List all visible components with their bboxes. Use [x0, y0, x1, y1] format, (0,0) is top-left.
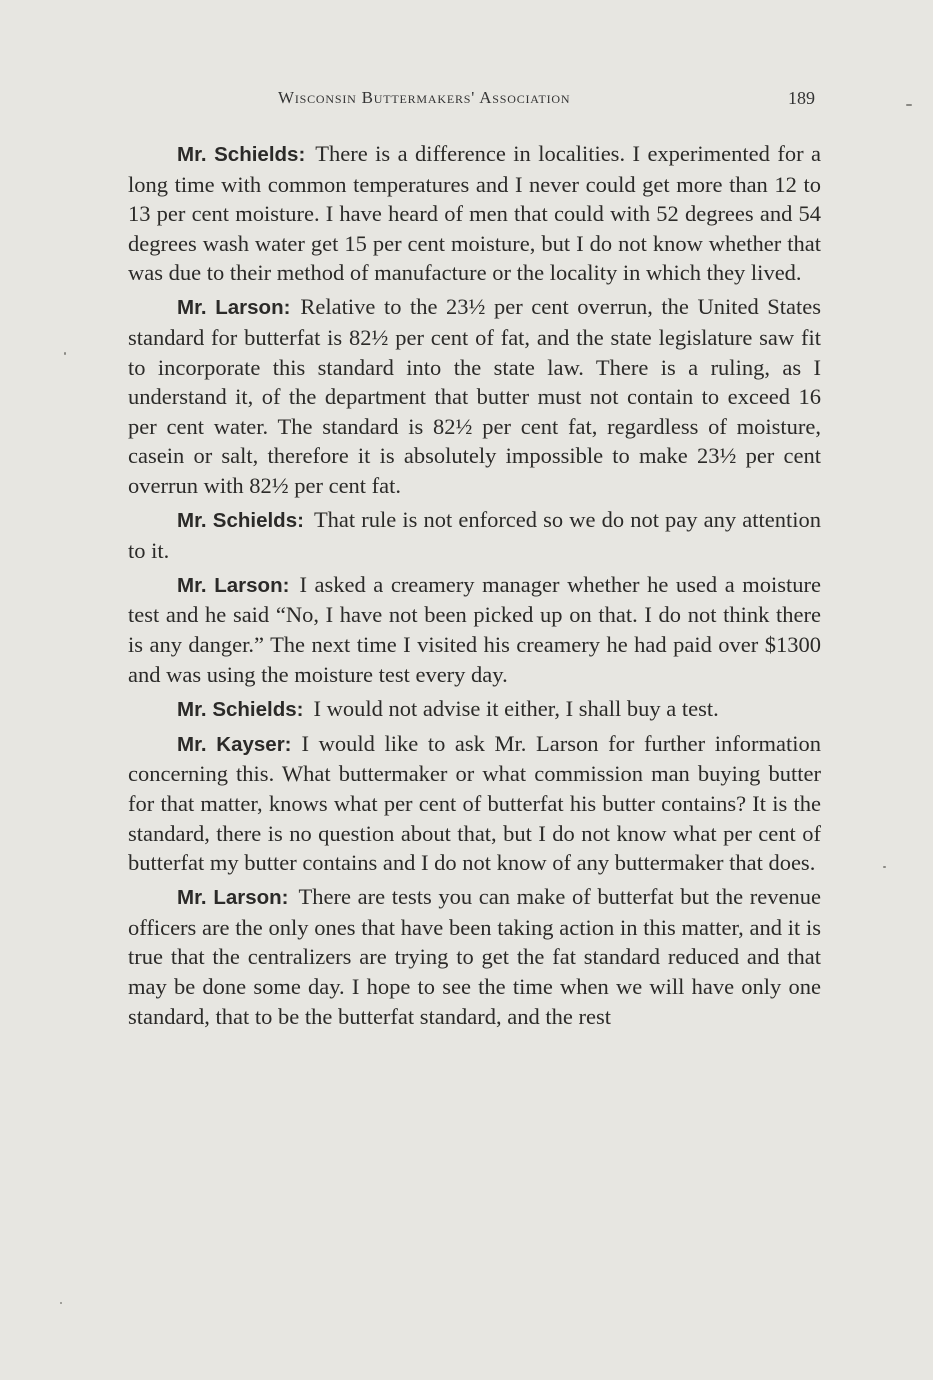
paragraph-text: There is a difference in localities. I experimented for a long time with common temperatures and I never could get more than 12 to 13 per cent moisture. I have heard of men that could with 52 degrees and 54 degrees wash water get 15 per cent moisture, but I do not know whether that was due to their method of manufacture or the locality in which they lived. — [128, 141, 821, 286]
speaker-name: Mr. Schields: — [177, 143, 306, 166]
speaker-name: Mr. Schields: — [177, 509, 304, 533]
page-number: 189 — [788, 88, 815, 108]
paragraph — [128, 292, 821, 500]
running-title: Wisconsin Buttermakers' Association — [278, 88, 571, 107]
paper-speck — [64, 352, 66, 355]
paragraph — [128, 729, 821, 878]
speaker-name: Mr. Schields: — [177, 697, 304, 721]
page-body — [128, 139, 821, 1036]
paragraph — [128, 570, 821, 689]
paper-speck — [883, 866, 886, 868]
paragraph — [128, 882, 821, 1031]
speaker-name: Mr. Larson: — [177, 886, 289, 910]
paragraph-text: I asked a creamery manager whether he used a moisture test and he said “No, I have not been picked up on that. I do not think there is any danger.” The next time I visited his creamery he had paid over $1300 and was using the moisture test every day. — [128, 571, 822, 687]
paragraph-text: There are tests you can make of butterfat but the revenue officers are the only ones that have been taking action in this matter, and it is true that the centralizers are trying to get the fat standard reduced and that may be done some day. I hope to see the time when we will have only one standard, that to be the butterfat standard, and the rest — [128, 884, 821, 1029]
paper-speck — [906, 104, 912, 106]
speaker-name: Mr. Larson: — [177, 573, 290, 597]
paragraph-text: That rule is not enforced so we do not pay any attention to it. — [128, 507, 821, 563]
paragraph-text: I would like to ask Mr. Larson for further information concerning this. What buttermaker or what commission man buying butter for that matter, knows what per cent of butterfat his butter contains? It is the standard, there is no question about that, but I do not know what per cent of butterfat my butter contains and I do not know of any buttermaker that does. — [128, 730, 822, 876]
paragraph — [128, 139, 821, 288]
paragraph-text: I would not advise it either, I shall buy a test. — [313, 695, 719, 721]
paper-speck — [60, 1302, 62, 1304]
speaker-name: Mr. Larson: — [177, 296, 291, 320]
paragraph — [128, 505, 821, 565]
speaker-name: Mr. Kayser: — [177, 732, 292, 756]
paragraph-text: Relative to the 23½ per cent overrun, the United States standard for butterfat is 82½ per cent of fat, and the state legislature saw fit to incorporate this standard into the state law. There is a ruling, as I understand it, of the department that butter must not contain to exceed 16 per cent water. The standard is 82½ per cent fat, regardless of moisture, casein or salt, therefore it is absolutely impossible to make 23½ per cent overrun with 82½ per cent fat. — [128, 294, 821, 499]
paragraph — [128, 694, 821, 725]
